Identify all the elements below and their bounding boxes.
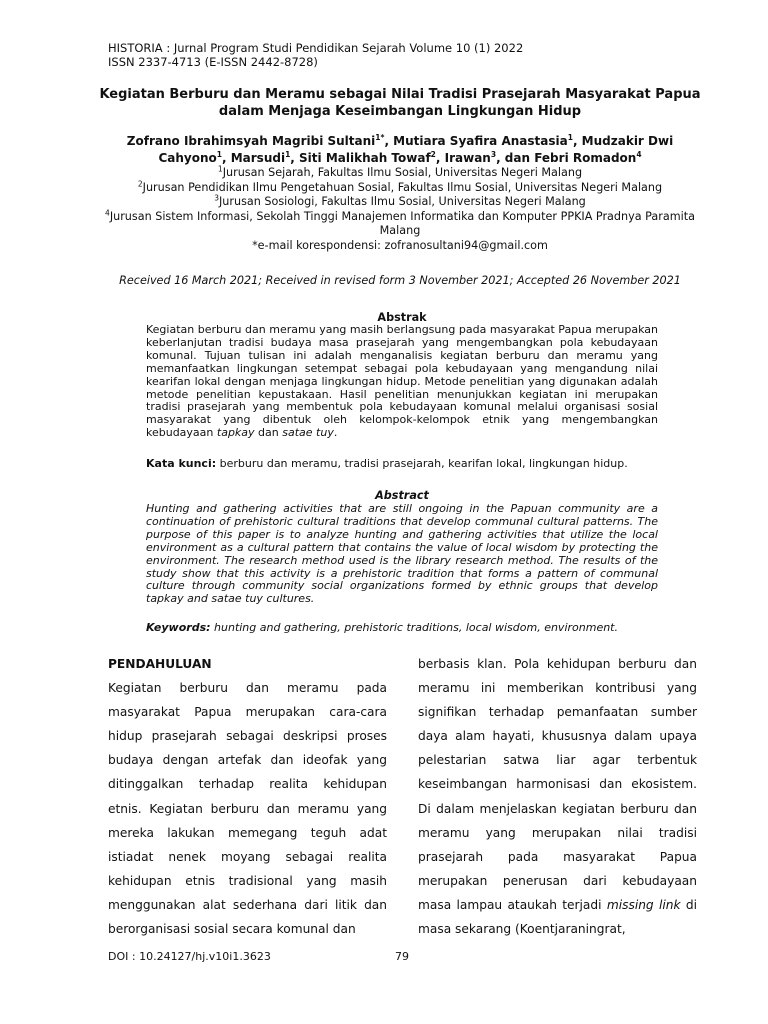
journal-name: HISTORIA : Jurnal Program Studi Pendidikan Sejarah Volume 10 (1) 2022 <box>108 41 524 55</box>
author: Marsudi$^1$, <box>226 150 295 165</box>
abstrak-heading: Abstrak <box>377 311 427 324</box>
journal-header <box>108 41 523 69</box>
journal-issn: ISSN 2337-4713 (E-ISSN 2442-8728) <box>108 55 318 69</box>
received-dates: Received 16 March 2021; Received in revised form 3 November 2021; Accepted 26 November 2021 <box>119 274 681 287</box>
kata-kunci: Kata kunci: berburu dan meramu, tradisi prasejarah, kearifan lokal, lingkungan hidup. <box>146 457 628 470</box>
paper-title <box>80 86 720 120</box>
affiliation: $^3$Jurusan Sosiologi, Fakultas Ilmu Sosial, Universitas Negeri Malang <box>214 193 586 209</box>
author: Irawan$^3$, <box>440 150 501 165</box>
title-line-2: dalam Menjaga Keseimbangan Lingkungan Hidup <box>218 104 582 119</box>
affiliation: $^1$Jurusan Sejarah, Fakultas Ilmu Sosial, Universitas Negeri Malang <box>217 164 583 179</box>
section-heading: PENDAHULUAN <box>108 657 212 671</box>
affiliation: $^4$Jurusan Sistem Informasi, Sekolah Tinggi Manajemen Informatika dan Komputer PPKIA Pradnya Paramita Malang <box>105 208 695 238</box>
author: Siti Malikhah Towaf$^2$, <box>294 150 441 165</box>
affiliations <box>90 166 710 254</box>
abstract-heading: Abstract <box>375 489 429 502</box>
author: dan Febri Romadon$^4$ <box>500 150 642 165</box>
abstract-body: Hunting and gathering activities that are still ongoing in the Papuan community are a continuation of prehistoric cultural traditions that develop communal cultural patterns. The purpose of this paper is to analyze hunting and gathering activities that utilize the local environment as a cultural pattern that contains the value of local wisdom by protecting the environment. The research method used is the library research method. The results of the study show that this activity is a prehistoric tradition that forms a pattern of communal culture through community social organizations formed by ethnic groups that develop tapkay and satae tuy cultures. <box>146 502 658 606</box>
author: Mutiara Syafira Anastasia$^1$, <box>389 133 578 148</box>
corresponding-email: *e-mail korespondensi: zofranosultani94@gmail.com <box>252 238 548 252</box>
intro-paragraph-left: Kegiatan berburu dan meramu pada masyarakat Papua merupakan cara-cara hidup prasejarah sebagai deskripsi proses budaya dengan artefak dan ideofak yang ditinggalkan terhadap realita kehidupan etnis. Kegiatan berburu dan meramu yang mereka lakukan memegang teguh adat istiadat nenek moyang sebagai realita kehidupan etnis tradisional yang masih menggunakan alat sederhana dari litik dan berorganisasi sosial secara komunal dan <box>108 681 387 937</box>
keywords: Keywords: hunting and gathering, prehistoric traditions, local wisdom, environment. <box>146 621 618 634</box>
title-line-1: Kegiatan Berburu dan Meramu sebagai Nilai Tradisi Prasejarah Masyarakat Papua <box>99 87 701 102</box>
affiliation: $^2$Jurusan Pendidikan Ilmu Pengetahuan Sosial, Fakultas Ilmu Sosial, Universitas Negeri Malang <box>137 178 663 194</box>
author-list <box>100 133 700 167</box>
doi: DOI : 10.24127/hj.v10i1.3623 <box>108 950 271 963</box>
author: Zofrano Ibrahimsyah Magribi Sultani$^{1*}$, <box>126 133 389 148</box>
intro-left-column <box>108 652 387 941</box>
page-number: 79 <box>395 950 409 963</box>
intro-paragraph-right: berbasis klan. Pola kehidupan berburu dan meramu ini memberikan kontribusi yang signifikan terhadap pemanfaatan sumber daya alam hayati, khususnya dalam upaya pelestarian satwa liar agar terbentuk keseimbangan harmonisasi dan ekosistem. Di dalam menjelaskan kegiatan berburu dan meramu yang merupakan nilai tradisi prasejarah pada masyarakat Papua merupakan penerusan dari kebudayaan masa lampau ataukah terjadi missing link di masa sekarang (Koentjaraningrat, <box>418 657 697 937</box>
abstrak-body: Kegiatan berburu dan meramu yang masih berlangsung pada masyarakat Papua merupakan keberlanjutan tradisi budaya masa prasejarah yang mengembangkan pola kebudayaan komunal. Tujuan tulisan ini adalah menganalisis kegiatan berburu dan meramu yang memanfaatkan lingkungan setempat sebagai pola kebudayaan yang mengandung nilai kearifan lokal dengan menjaga lingkungan hidup. Metode penelitian yang digunakan adalah metode penelitian kepustakaan. Hasil penelitian menunjukkan kegiatan ini merupakan tradisi prasejarah yang membentuk pola kebudayaan komunal melalui organisasi sosial masyarakat yang dibentuk oleh kelompok-kelompok etnik yang mengembangkan kebudayaan tapkay dan satae tuy. <box>146 323 658 440</box>
author: Mudzakir Dwi Cahyono$^1$, <box>158 134 674 165</box>
intro-right-column <box>418 652 697 941</box>
